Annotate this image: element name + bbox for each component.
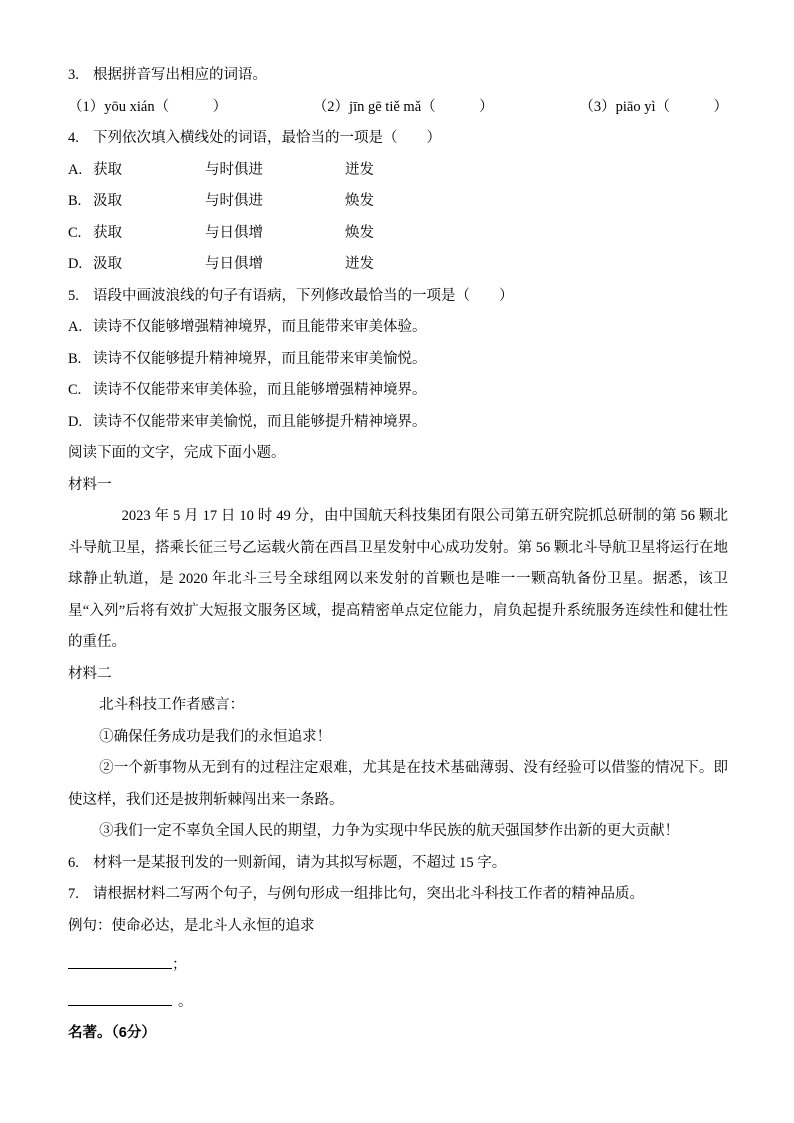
option-word-3: 焕发 (345, 193, 374, 209)
question-4-stem (68, 123, 728, 155)
option-word-1: 汲取 (93, 256, 122, 272)
option-label: A. (68, 161, 83, 178)
option-col-1 (68, 218, 205, 250)
document-content (68, 60, 728, 1050)
question-3-text: 根据拼音写出相应的词语。 (93, 67, 267, 83)
option-text: 读诗不仅能带来审美体验，而且能够增强精神境界。 (93, 382, 427, 398)
question-4-option-d (68, 249, 728, 281)
option-text: 读诗不仅能够提升精神境界，而且能带来审美愉悦。 (93, 350, 427, 367)
option-text: 读诗不仅能带来审美愉悦，而且能够提升精神境界。 (93, 413, 427, 430)
option-word-3: 迸发 (345, 256, 374, 272)
material-1-title: 材料一 (68, 476, 112, 493)
answer-blank-underline-2 (68, 991, 172, 1006)
reading-intro: 阅读下面的文字，完成下面小题。 (68, 445, 286, 461)
option-label: D. (68, 413, 83, 430)
question-5-text: 语段中画波浪线的句子有语病，下列修改最恰当的一项是（ ） (93, 287, 514, 304)
option-label: A. (68, 319, 83, 335)
option-word-2: 与时俱进 (205, 161, 263, 178)
option-label: C. (68, 382, 82, 398)
question-7-example: 例句：使命必达，是北斗人永恒的追求 (68, 917, 315, 934)
option-label: B. (68, 350, 82, 367)
answer-blank-underline-1 (68, 954, 172, 969)
pinyin-item-2: （2）jīn gē tiě mǎ（ ） (312, 98, 494, 115)
question-3-stem (68, 60, 728, 92)
material-2-quote-2: ②一个新事物从无到有的过程注定艰难，尤其是在技术基础薄弱、没有经验可以借鉴的情况下。即使这样，我们还是披荆斩棘闯出来一条路。 (68, 760, 728, 808)
option-word-2: 与日俱增 (205, 224, 263, 241)
question-4-option-b (68, 186, 728, 218)
option-word-1: 获取 (93, 224, 122, 241)
question-7-stem (68, 879, 728, 911)
option-word-1: 汲取 (93, 193, 122, 209)
question-3-pinyin-row (68, 92, 728, 124)
question-4-text: 下列依次填入横线处的词语，最恰当的一项是（ ） (93, 130, 441, 146)
pinyin-item-1: （1）yōu xián（ ） (68, 98, 228, 115)
answer-blank-punct-2: 。 (178, 993, 193, 1010)
option-col-1 (68, 186, 205, 218)
question-7-text: 请根据材料二写两个句子，与例句形成一组排比句，突出北斗科技工作者的精神品质。 (93, 886, 644, 902)
option-label: C. (68, 224, 82, 241)
material-2-title: 材料二 (68, 665, 112, 682)
option-word-1: 获取 (93, 161, 122, 178)
material-2-quote-3: ③我们一定不辜负全国人民的期望，力争为实现中华民族的航天强国梦作出新的更大贡献！ (99, 823, 680, 839)
question-4-option-a (68, 155, 728, 187)
question-5-stem (68, 281, 728, 313)
option-word-3: 迸发 (345, 161, 374, 178)
question-3-number: 3. (68, 67, 79, 83)
option-word-2: 与时俱进 (205, 193, 263, 209)
material-2-lead: 北斗科技工作者感言： (99, 697, 245, 713)
question-4-number: 4. (68, 130, 79, 146)
question-6-text: 材料一是某报刊发的一则新闻，请为其拟写标题，不超过 15 字。 (93, 854, 507, 871)
answer-blank-row-1 (68, 950, 728, 982)
answer-blank-row-2 (68, 987, 728, 1019)
option-word-3: 焕发 (345, 224, 374, 241)
material-1-paragraph: 2023 年 5 月 17 日 10 时 49 分，由中国航天科技集团有限公司第五研究院抓总研制的第 56 颗北斗导航卫星，搭乘长征三号乙运载火箭在西昌卫星发射中心成功发射。第 56 颗北斗导航卫星将运行在地球静止轨道，是 2020 年北斗三号全球组网以来发射的首颗也是唯一一颗高轨备份卫星。据悉，该卫星“入列”后将有效扩大短报文服务区域，提高精密单点定位能力，肩负起提升系统服务连续性和健壮性的重任。 (68, 508, 728, 650)
question-5-option-c (68, 375, 728, 407)
section-heading-mingzhu: 名著。（6分） (68, 1025, 156, 1041)
question-6-number: 6. (68, 854, 79, 871)
question-5-option-d (68, 407, 728, 439)
question-5-option-b (68, 344, 728, 376)
answer-blank-punct-1: ； (172, 957, 187, 973)
pinyin-item-3: （3）piāo yì（ ） (579, 98, 728, 115)
question-5-option-a (68, 312, 728, 344)
option-label: B. (68, 193, 82, 209)
option-label: D. (68, 256, 83, 272)
option-word-2: 与日俱增 (205, 256, 263, 272)
question-4-option-c (68, 218, 728, 250)
option-col-1 (68, 155, 205, 187)
question-5-number: 5. (68, 287, 79, 304)
option-text: 读诗不仅能够增强精神境界，而且能带来审美体验。 (93, 319, 427, 335)
material-2-quote-1: ①确保任务成功是我们的永恒追求！ (99, 728, 332, 745)
option-col-1 (68, 249, 205, 281)
question-6-stem (68, 848, 728, 880)
question-7-number: 7. (68, 886, 79, 902)
